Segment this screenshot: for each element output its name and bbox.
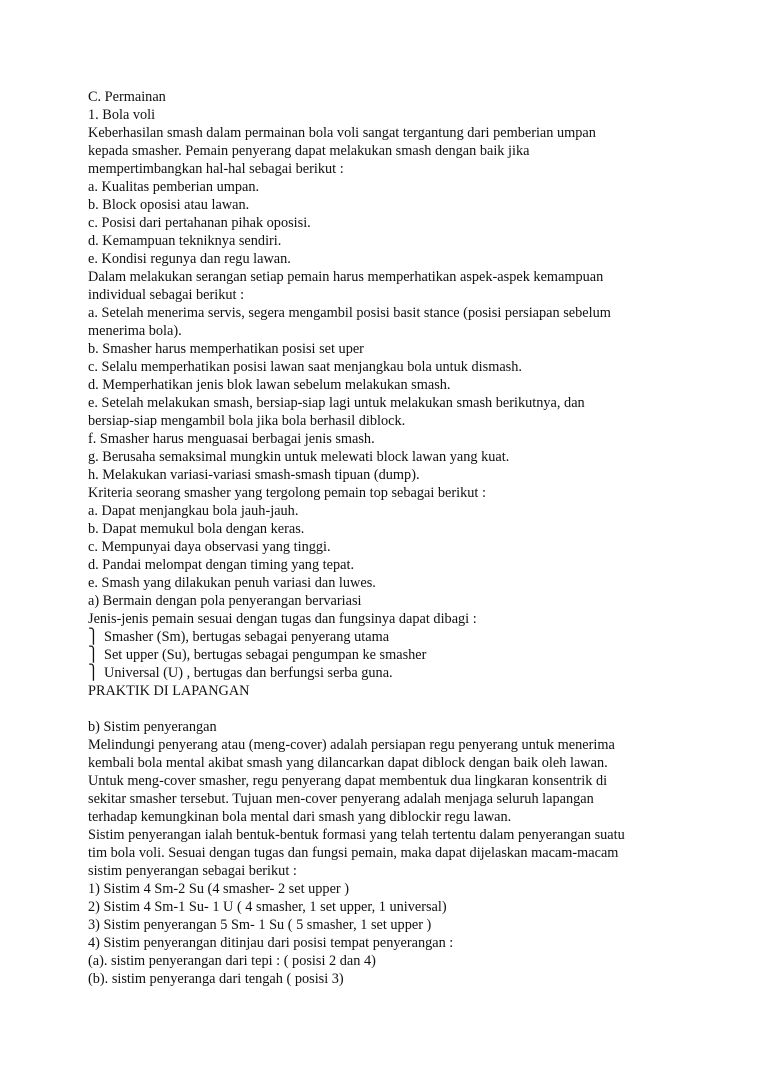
role-text: Universal (U) , bertugas dan berfungsi serba guna.	[104, 665, 393, 681]
paragraph-line: individual sebagai berikut :	[88, 287, 245, 303]
cover-paragraph	[88, 736, 688, 826]
role-text: Set upper (Su), bertugas sebagai pengumpan ke smasher	[104, 647, 427, 663]
list-item: a. Setelah menerima servis, segera mengambil posisi basit stance (posisi persiapan sebelum	[88, 305, 611, 321]
system-title: b) Sistim penyerangan	[88, 719, 217, 735]
paragraph-line: Untuk meng-cover smasher, regu penyerang dapat membentuk dua lingkaran konsentrik di	[88, 773, 608, 789]
attack-intro-paragraph	[88, 268, 688, 304]
paragraph-line: Keberhasilan smash dalam permainan bola voli sangat tergantung dari pemberian umpan	[88, 125, 596, 141]
paragraph-line: mempertimbangkan hal-hal sebagai berikut :	[88, 161, 344, 177]
list-item: d. Kemampuan tekniknya sendiri.	[88, 233, 282, 249]
intro-paragraph	[88, 124, 688, 178]
list-item: h. Melakukan variasi-variasi smash-smash tipuan (dump).	[88, 467, 420, 483]
list-item: c. Mempunyai daya observasi yang tinggi.	[88, 539, 331, 555]
blank-line	[88, 700, 688, 718]
list-item: e. Setelah melakukan smash, bersiap-siap lagi untuk melakukan smash berikutnya, dan	[88, 395, 585, 411]
paragraph-line: tim bola voli. Sesuai dengan tugas dan fungsi pemain, maka dapat dijelaskan macam-macam	[88, 845, 619, 861]
list-item: 2) Sistim 4 Sm-1 Su- 1 U ( 4 smasher, 1 set upper, 1 universal)	[88, 899, 447, 915]
list-item: e. Smash yang dilakukan penuh variasi dan luwes.	[88, 575, 376, 591]
list-item: b. Block oposisi atau lawan.	[88, 197, 250, 213]
bullet-icon: ⎫	[88, 647, 99, 663]
list-item: d. Memperhatikan jenis blok lawan sebelum melakukan smash.	[88, 377, 451, 393]
list-item	[88, 664, 688, 682]
section-heading: C. Permainan	[88, 89, 166, 105]
list-item: e. Kondisi regunya dan regu lawan.	[88, 251, 291, 267]
list-item: bersiap-siap mengambil bola jika bola berhasil diblock.	[88, 413, 406, 429]
system-paragraph	[88, 826, 688, 880]
practice-title: PRAKTIK DI LAPANGAN	[88, 683, 250, 699]
list-item: f. Smasher harus menguasai berbagai jenis smash.	[88, 431, 375, 447]
list-item: a. Dapat menjangkau bola jauh-jauh.	[88, 503, 299, 519]
list-item: c. Selalu memperhatikan posisi lawan saat menjangkau bola untuk dismash.	[88, 359, 522, 375]
list-item: (a). sistim penyerangan dari tepi : ( posisi 2 dan 4)	[88, 953, 376, 969]
paragraph-line: kembali bola mental akibat smash yang dilancarkan dapat diblock dengan baik oleh lawan.	[88, 755, 608, 771]
criteria-list	[88, 502, 688, 592]
roles-list	[88, 628, 688, 682]
systems-list	[88, 880, 688, 988]
list-item: g. Berusaha semaksimal mungkin untuk melewati block lawan yang kuat.	[88, 449, 510, 465]
paragraph-line: Sistim penyerangan ialah bentuk-bentuk formasi yang telah tertentu dalam penyerangan suatu	[88, 827, 625, 843]
list-item: menerima bola).	[88, 323, 182, 339]
bullet-icon: ⎫	[88, 665, 99, 681]
list-item	[88, 646, 688, 664]
paragraph-line: Dalam melakukan serangan setiap pemain harus memperhatikan aspek-aspek kemampuan	[88, 269, 604, 285]
document-page	[88, 88, 688, 988]
list-item	[88, 628, 688, 646]
criteria-intro: Kriteria seorang smasher yang tergolong pemain top sebagai berikut :	[88, 485, 486, 501]
paragraph-line: terhadap kemungkinan bola mental dari smash yang diblockir regu lawan.	[88, 809, 512, 825]
roles-intro: Jenis-jenis pemain sesuai dengan tugas dan fungsinya dapat dibagi :	[88, 611, 477, 627]
factors-list	[88, 178, 688, 268]
list-item: a. Kualitas pemberian umpan.	[88, 179, 260, 195]
list-item: 1) Sistim 4 Sm-2 Su (4 smasher- 2 set upper )	[88, 881, 350, 897]
paragraph-line: sistim penyerangan sebagai berikut :	[88, 863, 297, 879]
paragraph-line: kepada smasher. Pemain penyerang dapat melakukan smash dengan baik jika	[88, 143, 530, 159]
paragraph-line: Melindungi penyerang atau (meng-cover) adalah persiapan regu penyerang untuk menerima	[88, 737, 615, 753]
pattern-title: a) Bermain dengan pola penyerangan bervariasi	[88, 593, 362, 609]
list-item: (b). sistim penyeranga dari tengah ( posisi 3)	[88, 971, 344, 987]
role-text: Smasher (Sm), bertugas sebagai penyerang utama	[104, 629, 390, 645]
list-item: 4) Sistim penyerangan ditinjau dari posisi tempat penyerangan :	[88, 935, 454, 951]
paragraph-line: sekitar smasher tersebut. Tujuan men-cover penyerang adalah menjaga seluruh lapangan	[88, 791, 594, 807]
subsection-heading: 1. Bola voli	[88, 107, 156, 123]
list-item: b. Smasher harus memperhatikan posisi set uper	[88, 341, 364, 357]
bullet-icon: ⎫	[88, 629, 99, 645]
list-item: 3) Sistim penyerangan 5 Sm- 1 Su ( 5 smasher, 1 set upper )	[88, 917, 432, 933]
list-item: d. Pandai melompat dengan timing yang tepat.	[88, 557, 355, 573]
list-item: c. Posisi dari pertahanan pihak oposisi.	[88, 215, 311, 231]
attack-points-list	[88, 304, 688, 484]
list-item: b. Dapat memukul bola dengan keras.	[88, 521, 305, 537]
